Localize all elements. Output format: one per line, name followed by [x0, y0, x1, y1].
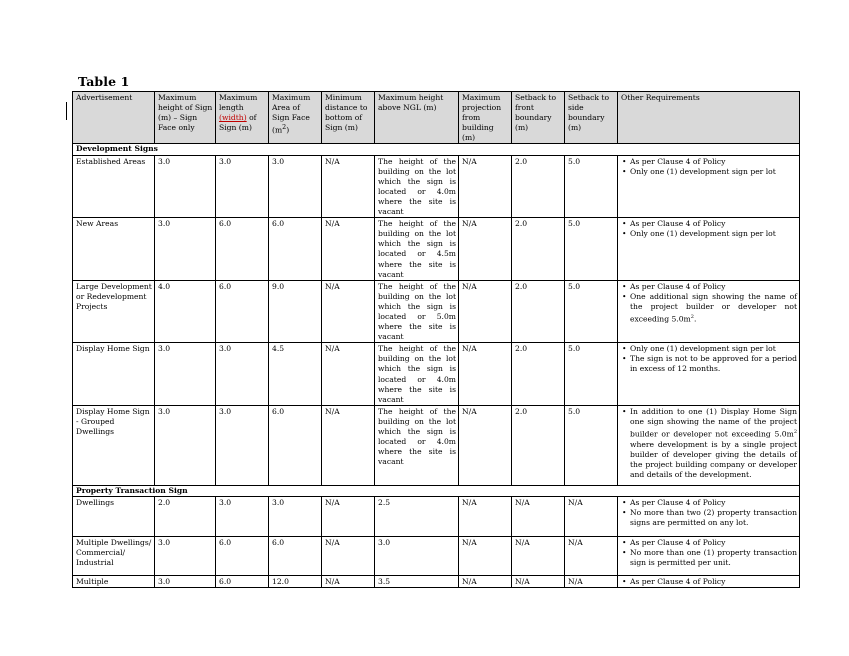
- cell-max-area: 6.0: [269, 218, 322, 281]
- cell-max-area: 4.5: [269, 343, 322, 406]
- cell-min-distance: N/A: [322, 155, 375, 218]
- cell-max-height-ngl: The height of the building on the lot which the sign is located or 4.0m where the site is vacant: [375, 343, 459, 406]
- requirements-list: [621, 157, 797, 177]
- cell-max-projection: N/A: [459, 155, 512, 218]
- requirement-item: • No more than one (1) property transaction sign is permitted per unit.: [621, 548, 797, 568]
- cell-advertisement: Display Home Sign - Grouped Dwellings: [73, 405, 155, 485]
- section-title: Development Signs: [73, 144, 800, 155]
- requirement-item: • As per Clause 4 of Policy: [621, 282, 797, 292]
- requirement-item: • Only one (1) development sign per lot: [621, 229, 797, 239]
- cell-max-height: 2.0: [155, 496, 216, 536]
- cell-other-requirements: [618, 280, 800, 343]
- cell-other-requirements: [618, 155, 800, 218]
- cell-min-distance: N/A: [322, 218, 375, 281]
- requirement-item: • As per Clause 4 of Policy: [621, 219, 797, 229]
- cell-max-projection: N/A: [459, 575, 512, 587]
- cell-max-projection: N/A: [459, 280, 512, 343]
- cell-setback-side: 5.0: [565, 405, 618, 485]
- cell-setback-front: 2.0: [512, 218, 565, 281]
- cell-max-area: 9.0: [269, 280, 322, 343]
- header-setback-side: Setback to side boundary (m): [565, 92, 618, 144]
- header-setback-front: Setback to front boundary (m): [512, 92, 565, 144]
- requirement-item: • Only one (1) development sign per lot: [621, 344, 797, 354]
- cell-advertisement: Display Home Sign: [73, 343, 155, 406]
- cell-setback-front: N/A: [512, 536, 565, 575]
- table-row: [73, 405, 800, 485]
- cell-max-length: 3.0: [216, 343, 269, 406]
- table-row: [73, 343, 800, 406]
- cell-other-requirements: [618, 343, 800, 406]
- cell-setback-side: N/A: [565, 575, 618, 587]
- cell-max-height: 3.0: [155, 405, 216, 485]
- requirement-item: • As per Clause 4 of Policy: [621, 538, 797, 548]
- cell-max-projection: N/A: [459, 218, 512, 281]
- cell-max-height-ngl: 3.0: [375, 536, 459, 575]
- cell-max-height: 3.0: [155, 575, 216, 587]
- header-max-length: Maximum length (width) of Sign (m): [216, 92, 269, 144]
- cell-setback-side: 5.0: [565, 155, 618, 218]
- cell-max-projection: N/A: [459, 536, 512, 575]
- requirements-list: [621, 577, 797, 587]
- cell-setback-front: 2.0: [512, 343, 565, 406]
- sign-requirements-table: [72, 91, 800, 588]
- cell-advertisement: Multiple: [73, 575, 155, 587]
- cell-advertisement: Large Development or Redevelopment Projects: [73, 280, 155, 343]
- cell-setback-front: 2.0: [512, 405, 565, 485]
- table-row: [73, 536, 800, 575]
- cell-setback-front: N/A: [512, 496, 565, 536]
- cell-max-length: 3.0: [216, 405, 269, 485]
- header-row: [73, 92, 800, 144]
- requirement-item: • As per Clause 4 of Policy: [621, 498, 797, 508]
- cell-other-requirements: [618, 536, 800, 575]
- table-row: [73, 575, 800, 587]
- requirements-list: [621, 498, 797, 528]
- cell-max-height-ngl: The height of the building on the lot which the sign is located or 4.0m where the site is vacant: [375, 155, 459, 218]
- header-max-height-ngl: Maximum height above NGL (m): [375, 92, 459, 144]
- cell-max-height: 3.0: [155, 343, 216, 406]
- cell-max-height-ngl: The height of the building on the lot which the sign is located or 4.5m where the site is vacant: [375, 218, 459, 281]
- header-max-area: Maximum Area of Sign Face $(m^2)$: [269, 92, 322, 144]
- header-other-requirements: Other Requirements: [618, 92, 800, 144]
- cell-max-height: 4.0: [155, 280, 216, 343]
- cell-max-area: 6.0: [269, 405, 322, 485]
- header-max-projection: Maximum projection from building (m): [459, 92, 512, 144]
- table-title: Table 1: [78, 74, 130, 89]
- cell-max-height-ngl: 3.5: [375, 575, 459, 587]
- cell-setback-side: N/A: [565, 536, 618, 575]
- cell-advertisement: Established Areas: [73, 155, 155, 218]
- requirement-item: • In addition to one (1) Display Home Sign one sign showing the name of the project builder or developer not exceeding $5.0m^2$ where development is by a single project builder of developer giving the details of the project building company or developer and details of the development.: [621, 407, 797, 480]
- cell-max-length: 3.0: [216, 155, 269, 218]
- cell-max-height-ngl: The height of the building on the lot which the sign is located or 5.0m where the site is vacant: [375, 280, 459, 343]
- cell-min-distance: N/A: [322, 280, 375, 343]
- table-row: [73, 218, 800, 281]
- cell-advertisement: Dwellings: [73, 496, 155, 536]
- requirements-list: [621, 219, 797, 239]
- cell-setback-side: 5.0: [565, 280, 618, 343]
- section-row: [73, 144, 800, 155]
- cell-max-length: 3.0: [216, 496, 269, 536]
- table-row: [73, 155, 800, 218]
- requirement-item: • Only one (1) development sign per lot: [621, 167, 797, 177]
- cell-min-distance: N/A: [322, 536, 375, 575]
- header-advertisement: Advertisement: [73, 92, 155, 144]
- cell-max-height-ngl: The height of the building on the lot which the sign is located or 4.0m where the site is vacant: [375, 405, 459, 485]
- cell-other-requirements: [618, 575, 800, 587]
- requirements-list: [621, 407, 797, 480]
- header-max-height: Maximum height of Sign (m) – Sign Face only: [155, 92, 216, 144]
- cell-max-projection: N/A: [459, 496, 512, 536]
- requirements-list: [621, 344, 797, 374]
- requirement-item: • No more than two (2) property transaction signs are permitted on any lot.: [621, 508, 797, 528]
- requirement-item: • One additional sign showing the name of the project builder or developer not exceeding $5.0m^2$.: [621, 292, 797, 325]
- cell-max-length: 6.0: [216, 575, 269, 587]
- table-row: [73, 496, 800, 536]
- cell-other-requirements: [618, 218, 800, 281]
- table-row: [73, 280, 800, 343]
- cell-advertisement: New Areas: [73, 218, 155, 281]
- cell-min-distance: N/A: [322, 405, 375, 485]
- cell-max-height: 3.0: [155, 218, 216, 281]
- requirement-item: • The sign is not to be approved for a period in excess of 12 months.: [621, 354, 797, 374]
- header-min-distance: Minimum distance to bottom of Sign (m): [322, 92, 375, 144]
- requirements-list: [621, 282, 797, 325]
- cell-setback-side: N/A: [565, 496, 618, 536]
- cell-max-projection: N/A: [459, 343, 512, 406]
- cell-max-area: 12.0: [269, 575, 322, 587]
- section-title: Property Transaction Sign: [73, 485, 800, 496]
- cell-max-area: 3.0: [269, 496, 322, 536]
- requirements-list: [621, 538, 797, 568]
- cell-max-projection: N/A: [459, 405, 512, 485]
- requirement-item: • As per Clause 4 of Policy: [621, 577, 797, 587]
- cell-setback-side: 5.0: [565, 218, 618, 281]
- cell-advertisement: Multiple Dwellings/ Commercial/ Industrial: [73, 536, 155, 575]
- cell-min-distance: N/A: [322, 496, 375, 536]
- cell-max-length: 6.0: [216, 536, 269, 575]
- cell-max-length: 6.0: [216, 280, 269, 343]
- cell-other-requirements: [618, 496, 800, 536]
- section-row: [73, 485, 800, 496]
- cell-setback-front: N/A: [512, 575, 565, 587]
- cell-max-area: 6.0: [269, 536, 322, 575]
- cell-setback-side: 5.0: [565, 343, 618, 406]
- text-cursor: [66, 102, 67, 120]
- requirement-item: • As per Clause 4 of Policy: [621, 157, 797, 167]
- cell-min-distance: N/A: [322, 575, 375, 587]
- cell-setback-front: 2.0: [512, 155, 565, 218]
- cell-max-area: 3.0: [269, 155, 322, 218]
- cell-setback-front: 2.0: [512, 280, 565, 343]
- cell-max-height: 3.0: [155, 536, 216, 575]
- cell-max-height-ngl: 2.5: [375, 496, 459, 536]
- cell-other-requirements: [618, 405, 800, 485]
- cell-max-length: 6.0: [216, 218, 269, 281]
- cell-max-height: 3.0: [155, 155, 216, 218]
- cell-min-distance: N/A: [322, 343, 375, 406]
